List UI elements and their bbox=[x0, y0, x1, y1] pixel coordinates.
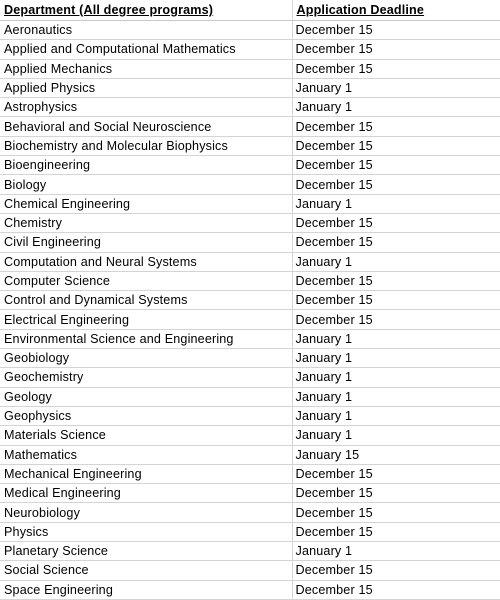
deadline-cell: December 15 bbox=[292, 291, 500, 310]
deadline-cell: December 15 bbox=[292, 136, 500, 155]
deadline-cell: December 15 bbox=[292, 464, 500, 483]
deadline-cell: January 1 bbox=[292, 387, 500, 406]
table-row bbox=[0, 580, 500, 599]
department-cell: Geophysics bbox=[0, 406, 292, 425]
table-row bbox=[0, 426, 500, 445]
department-cell: Behavioral and Social Neuroscience bbox=[0, 117, 292, 136]
department-cell: Bioengineering bbox=[0, 156, 292, 175]
table-row bbox=[0, 213, 500, 232]
table-row bbox=[0, 21, 500, 40]
table-row bbox=[0, 329, 500, 348]
deadline-cell: December 15 bbox=[292, 271, 500, 290]
deadline-cell: December 15 bbox=[292, 503, 500, 522]
deadline-cell: January 1 bbox=[292, 426, 500, 445]
department-cell: Environmental Science and Engineering bbox=[0, 329, 292, 348]
table-row bbox=[0, 349, 500, 368]
table-row bbox=[0, 484, 500, 503]
deadline-cell: January 1 bbox=[292, 252, 500, 271]
department-cell: Medical Engineering bbox=[0, 484, 292, 503]
deadline-cell: December 15 bbox=[292, 21, 500, 40]
deadline-cell: December 15 bbox=[292, 484, 500, 503]
department-cell: Civil Engineering bbox=[0, 233, 292, 252]
column-header-deadline: Application Deadline bbox=[292, 0, 500, 21]
table-row bbox=[0, 542, 500, 561]
department-cell: Biochemistry and Molecular Biophysics bbox=[0, 136, 292, 155]
department-cell: Aeronautics bbox=[0, 21, 292, 40]
deadline-cell: December 15 bbox=[292, 233, 500, 252]
deadline-cell: January 1 bbox=[292, 194, 500, 213]
department-cell: Mechanical Engineering bbox=[0, 464, 292, 483]
department-cell: Chemical Engineering bbox=[0, 194, 292, 213]
deadline-cell: December 15 bbox=[292, 580, 500, 599]
deadline-cell: December 15 bbox=[292, 213, 500, 232]
deadline-cell: January 1 bbox=[292, 78, 500, 97]
department-cell: Geochemistry bbox=[0, 368, 292, 387]
department-cell: Electrical Engineering bbox=[0, 310, 292, 329]
deadline-cell: January 1 bbox=[292, 329, 500, 348]
department-cell: Social Science bbox=[0, 561, 292, 580]
department-cell: Astrophysics bbox=[0, 98, 292, 117]
table-row bbox=[0, 40, 500, 59]
table-row bbox=[0, 368, 500, 387]
department-cell: Materials Science bbox=[0, 426, 292, 445]
deadline-cell: January 1 bbox=[292, 542, 500, 561]
table-row bbox=[0, 59, 500, 78]
table-row bbox=[0, 406, 500, 425]
department-cell: Mathematics bbox=[0, 445, 292, 464]
table-row bbox=[0, 98, 500, 117]
table-row bbox=[0, 445, 500, 464]
department-cell: Physics bbox=[0, 522, 292, 541]
department-cell: Space Engineering bbox=[0, 580, 292, 599]
deadline-cell: December 15 bbox=[292, 175, 500, 194]
table-row bbox=[0, 464, 500, 483]
table-row bbox=[0, 271, 500, 290]
department-cell: Geobiology bbox=[0, 349, 292, 368]
department-cell: Neurobiology bbox=[0, 503, 292, 522]
deadline-cell: December 15 bbox=[292, 310, 500, 329]
table-row bbox=[0, 78, 500, 97]
column-header-department: Department (All degree programs) bbox=[0, 0, 292, 21]
deadline-cell: December 15 bbox=[292, 522, 500, 541]
deadline-cell: December 15 bbox=[292, 40, 500, 59]
table-row bbox=[0, 561, 500, 580]
table-row bbox=[0, 136, 500, 155]
department-cell: Biology bbox=[0, 175, 292, 194]
table-row bbox=[0, 310, 500, 329]
table-row bbox=[0, 387, 500, 406]
header-row bbox=[0, 0, 500, 21]
table-row bbox=[0, 156, 500, 175]
table-row bbox=[0, 194, 500, 213]
deadline-cell: January 1 bbox=[292, 406, 500, 425]
table-row bbox=[0, 175, 500, 194]
deadline-cell: December 15 bbox=[292, 59, 500, 78]
department-cell: Applied Mechanics bbox=[0, 59, 292, 78]
deadline-cell: December 15 bbox=[292, 117, 500, 136]
table-row bbox=[0, 503, 500, 522]
deadline-cell: January 1 bbox=[292, 98, 500, 117]
department-cell: Planetary Science bbox=[0, 542, 292, 561]
table-row bbox=[0, 117, 500, 136]
deadline-cell: December 15 bbox=[292, 561, 500, 580]
department-cell: Computer Science bbox=[0, 271, 292, 290]
table-row bbox=[0, 252, 500, 271]
table-row bbox=[0, 291, 500, 310]
deadline-cell: January 1 bbox=[292, 368, 500, 387]
deadline-cell: January 1 bbox=[292, 349, 500, 368]
department-cell: Applied Physics bbox=[0, 78, 292, 97]
deadline-cell: December 15 bbox=[292, 156, 500, 175]
table-row bbox=[0, 233, 500, 252]
table-row bbox=[0, 522, 500, 541]
department-cell: Computation and Neural Systems bbox=[0, 252, 292, 271]
department-cell: Geology bbox=[0, 387, 292, 406]
department-cell: Applied and Computational Mathematics bbox=[0, 40, 292, 59]
department-cell: Chemistry bbox=[0, 213, 292, 232]
deadline-cell: January 15 bbox=[292, 445, 500, 464]
department-cell: Control and Dynamical Systems bbox=[0, 291, 292, 310]
